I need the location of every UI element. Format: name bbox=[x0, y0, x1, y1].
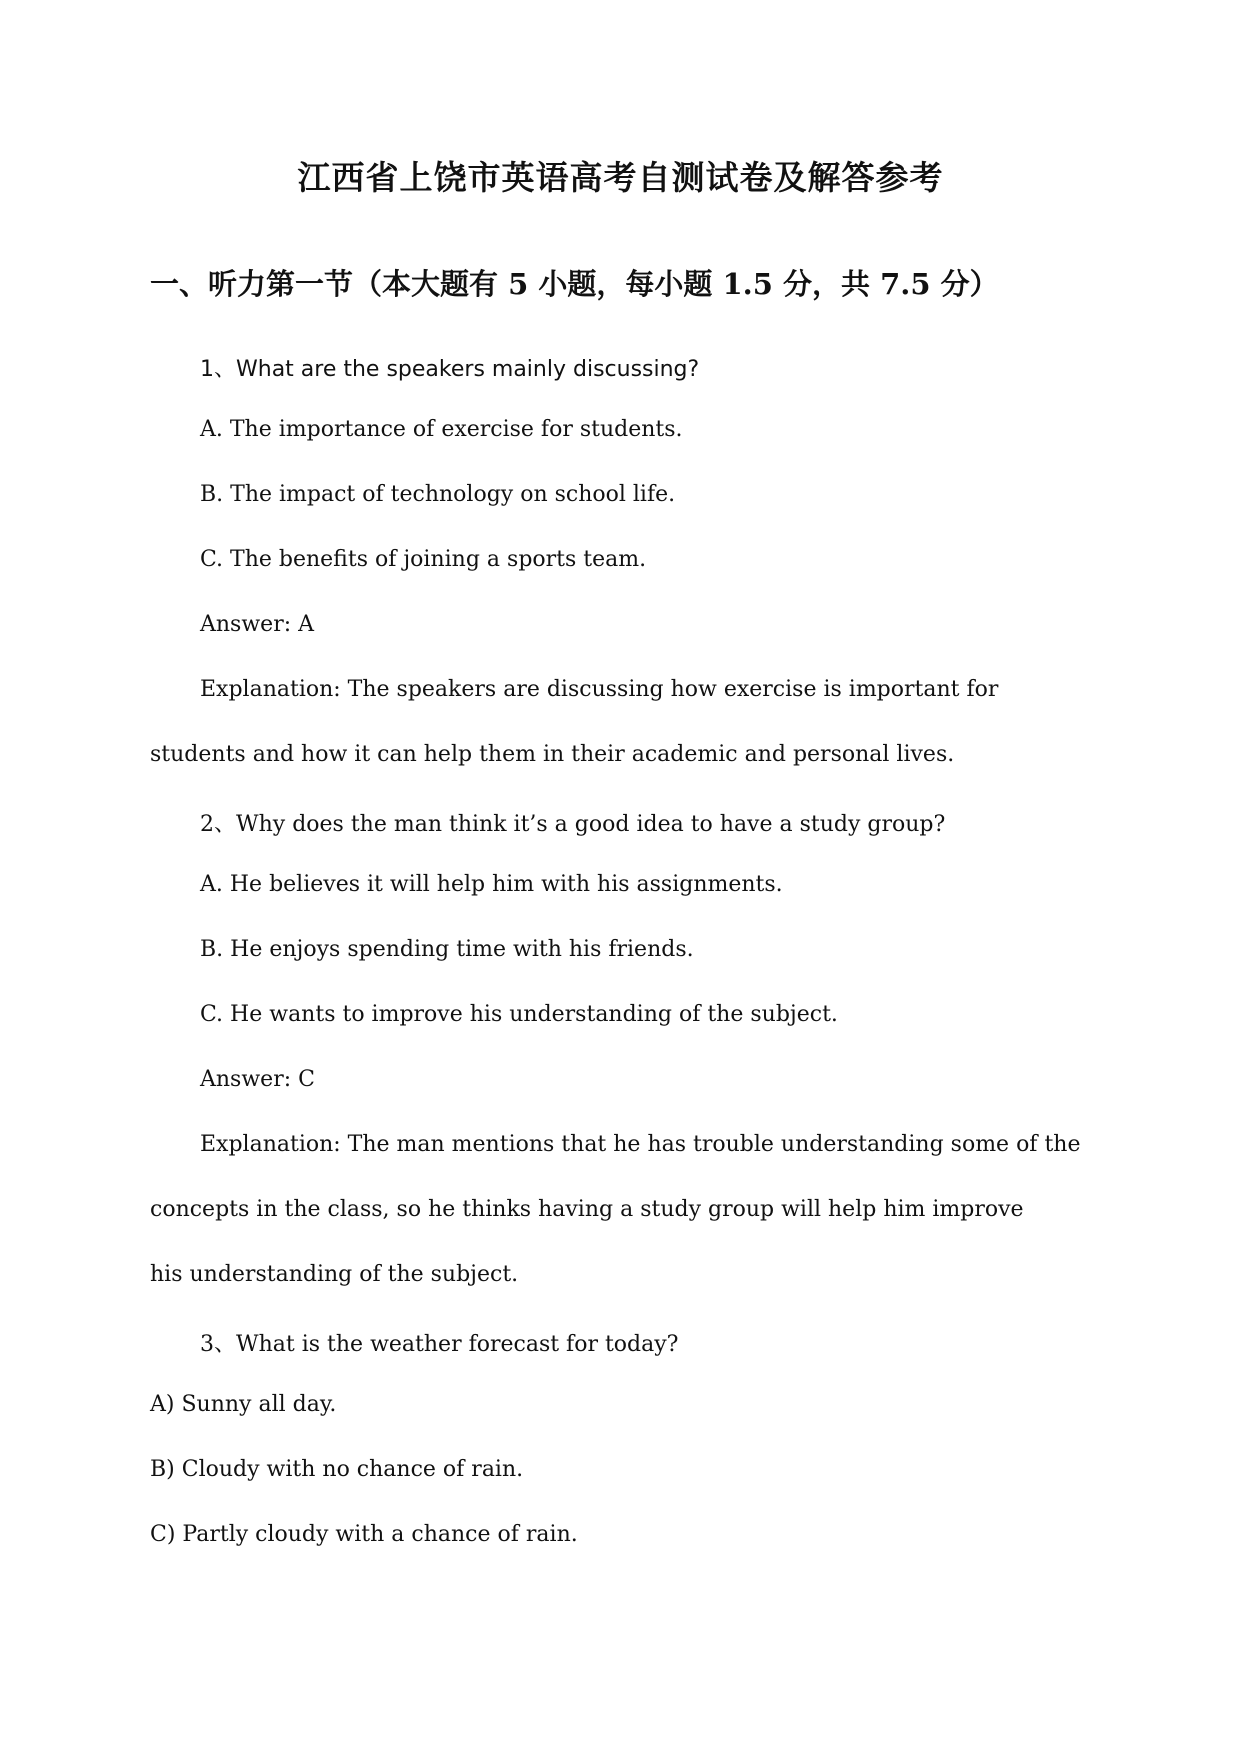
document-title: 江西省上饶市英语高考自测试卷及解答参考 bbox=[297, 158, 944, 197]
question-2-option-a: A. He believes it will help him with his assignments. bbox=[200, 872, 783, 897]
question-2-answer: Answer: C bbox=[200, 1067, 315, 1092]
question-3-option-b: B) Cloudy with no chance of rain. bbox=[150, 1457, 524, 1482]
question-3-stem: 3、What is the weather forecast for today? bbox=[200, 1332, 679, 1357]
question-3-option-a: A) Sunny all day. bbox=[150, 1392, 337, 1417]
question-1-explanation-line-2: students and how it can help them in their academic and personal lives. bbox=[150, 742, 955, 767]
question-2-explanation-line-3: his understanding of the subject. bbox=[150, 1262, 519, 1287]
question-1-option-c: C. The benefits of joining a sports team. bbox=[200, 547, 647, 572]
question-1-option-b: B. The impact of technology on school life. bbox=[200, 482, 676, 507]
question-2-option-c: C. He wants to improve his understanding of the subject. bbox=[200, 1002, 838, 1027]
question-1-explanation-line-1: Explanation: The speakers are discussing how exercise is important for bbox=[200, 677, 999, 702]
question-2-stem: 2、Why does the man think it’s a good idea to have a study group? bbox=[200, 812, 946, 837]
question-3-option-c: C) Partly cloudy with a chance of rain. bbox=[150, 1522, 578, 1547]
question-1-answer: Answer: A bbox=[200, 612, 315, 637]
question-1-stem: 1、What are the speakers mainly discussing? bbox=[200, 357, 700, 382]
question-1-option-a: A. The importance of exercise for students. bbox=[200, 417, 683, 442]
section-heading: 一、听力第一节（本大题有 5 小题，每小题 1.5 分，共 7.5 分） bbox=[150, 267, 999, 301]
question-2-option-b: B. He enjoys spending time with his friends. bbox=[200, 937, 694, 962]
question-2-explanation-line-1: Explanation: The man mentions that he has trouble understanding some of the bbox=[200, 1132, 1081, 1157]
question-2-explanation-line-2: concepts in the class, so he thinks having a study group will help him improve bbox=[150, 1197, 1024, 1222]
